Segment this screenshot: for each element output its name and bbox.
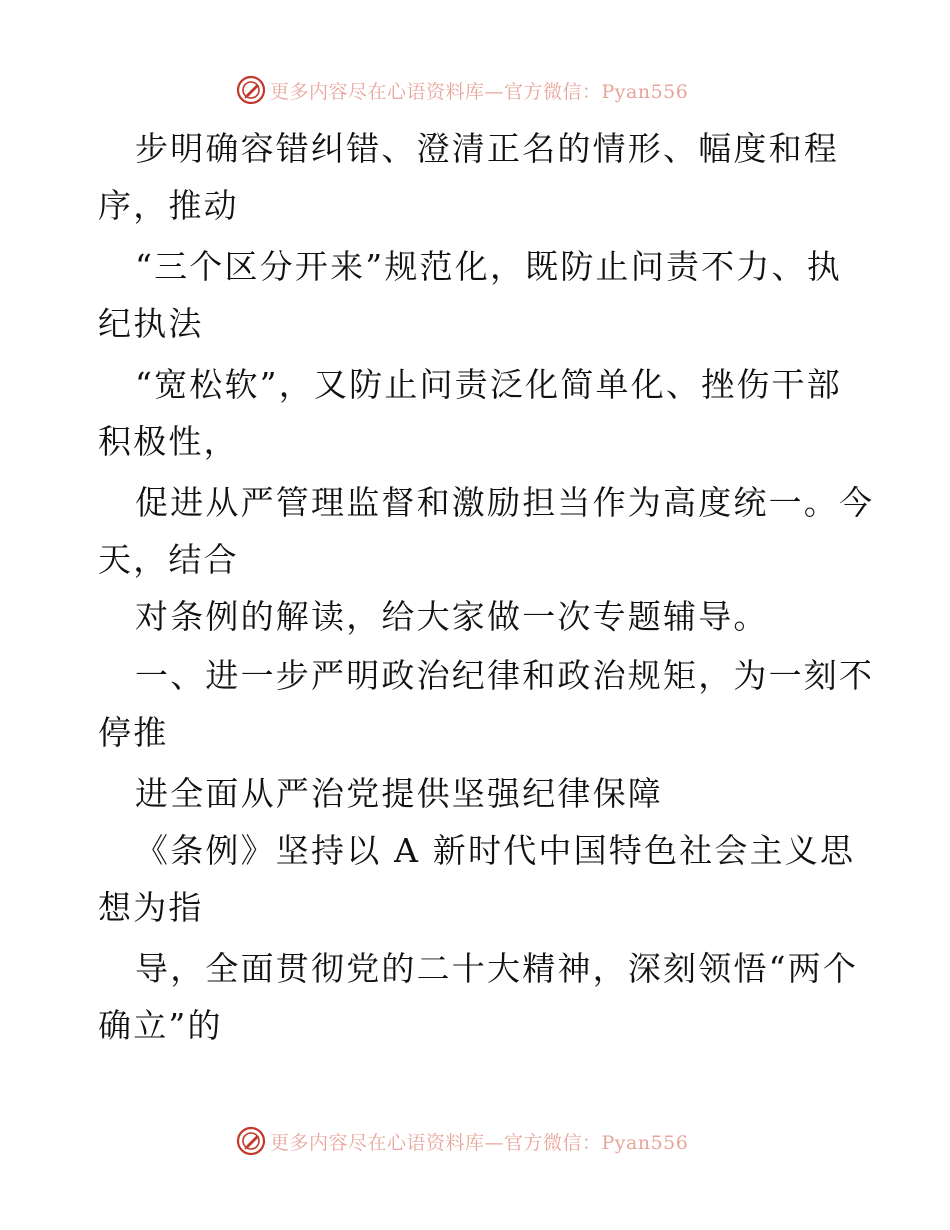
text-line: “宽松软”，又防止问责泛化简单化、挫伤干部 <box>135 365 842 404</box>
watermark-text: 更多内容尽在心语资料库—官方微信：Pyan556 <box>270 80 689 103</box>
watermark-text: 更多内容尽在心语资料库—官方微信：Pyan556 <box>270 1131 689 1154</box>
text-line: 想为指 <box>98 888 204 927</box>
text-line: 导，全面贯彻党的二十大精神，深刻领悟“两个 <box>135 949 859 988</box>
text-line: 《条例》坚持以 A 新时代中国特色社会主义思 <box>135 831 856 870</box>
text-line: “三个区分开来”规范化，既防止问责不力、执 <box>135 247 842 286</box>
text-line: 天，结合 <box>98 540 239 579</box>
text-line: 纪执法 <box>98 304 204 343</box>
footer-watermark <box>236 1124 688 1158</box>
text-line: 停推 <box>98 713 169 752</box>
text-line: 序，推动 <box>98 186 239 225</box>
text-line: 促进从严管理监督和激励担当作为高度统一。今 <box>135 483 875 522</box>
brand-logo-icon <box>236 1126 266 1156</box>
text-line: 确立”的 <box>98 1006 223 1045</box>
text-line: 积极性， <box>98 422 239 461</box>
text-line: 对条例的解读，给大家做一次专题辅导。 <box>135 597 769 636</box>
text-line: 步明确容错纠错、澄清正名的情形、幅度和程 <box>135 129 839 168</box>
text-line: 进全面从严治党提供坚强纪律保障 <box>135 774 663 813</box>
text-line: 一、进一步严明政治纪律和政治规矩，为一刻不 <box>135 656 875 695</box>
